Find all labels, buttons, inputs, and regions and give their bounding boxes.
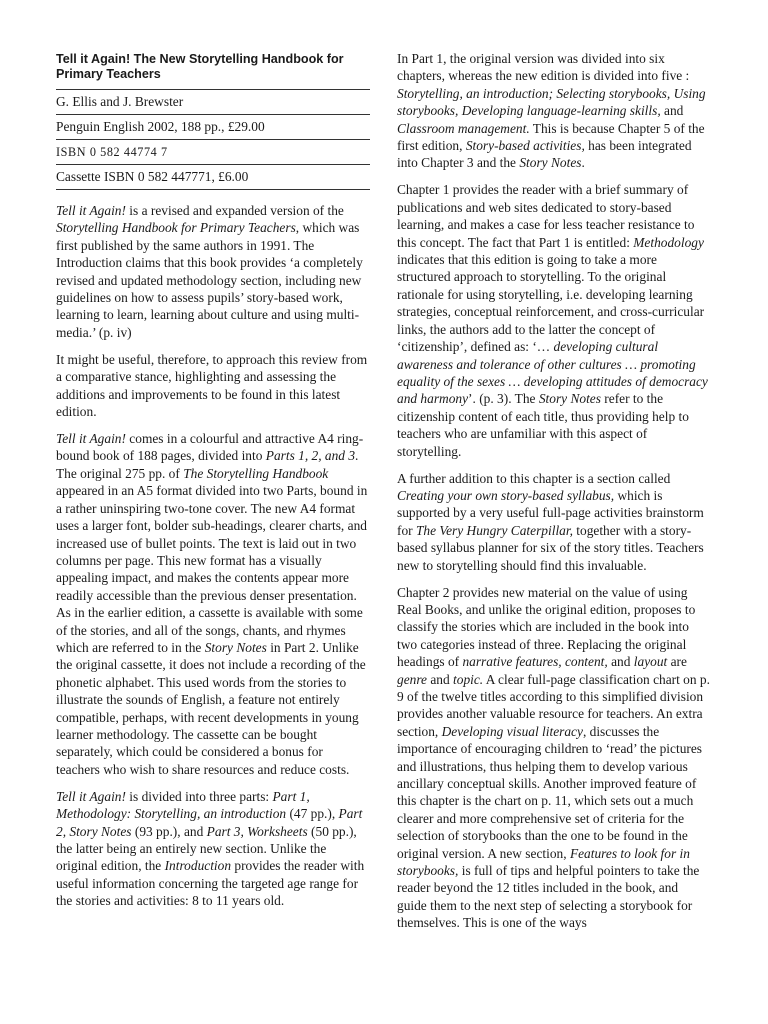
italic-text: The Very Hungry Caterpillar,	[415, 522, 573, 538]
italic-text: Part 3, Worksheets	[206, 823, 308, 839]
book-meta-list	[56, 89, 370, 190]
paragraph	[56, 202, 370, 341]
book-authors: G. Ellis and J. Brewster	[56, 90, 370, 115]
left-body-text	[56, 202, 370, 910]
book-title: Tell it Again! The New Storytelling Handbook for Primary Teachers	[56, 52, 344, 81]
italic-text: Parts 1, 2, and 3	[265, 448, 356, 464]
text-segment: and	[660, 103, 684, 119]
text-segment: . The original 275 pp. of	[56, 448, 359, 481]
text-segment: is divided into three parts:	[125, 788, 273, 804]
italic-text: Developing visual literacy	[441, 723, 583, 739]
text-segment: which is supported by a very useful full-page activities brainstorm for	[397, 487, 704, 538]
paragraph	[397, 181, 710, 460]
text-segment: Chapter 2 provides new material on the value of using Real Books, and unlike the original edition, proposes to classify the stories which are included in the book into two categories instead of three. Replacing the original headings of	[397, 584, 696, 670]
book-isbn: ISBN 0 582 44774 7	[56, 140, 370, 165]
text-segment: and	[607, 654, 634, 670]
italic-text: Part 2, Story Notes	[56, 806, 363, 839]
italic-text: Introduction	[164, 858, 232, 874]
italic-text: Creating your own story-based syllabus,	[397, 487, 615, 503]
book-publisher: Penguin English 2002, 188 pp., £29.00	[56, 115, 370, 140]
text-segment: It might be useful, therefore, to approach this review from a comparative stance, highlighting and assessing the additions and improvements to be found in this latest edition.	[56, 351, 368, 420]
text-segment: , discusses the importance of encouraging children to ‘read’ the pictures and illustrations, thus helping them to develop various ancillary conceptual skills. Another improved feature of this chapter is the chart on p. 11, which sets out a much clearer and more comprehensive set of criteria for the selection of storybooks than the one to be found in the original version. A new section,	[397, 723, 703, 861]
paragraph	[397, 470, 710, 574]
text-segment: (93 pp.), and	[131, 823, 207, 839]
text-segment: In Part 1, the original version was divided into six chapters, whereas the new edition is divided into five :	[397, 51, 690, 84]
italic-text: Tell it Again!	[56, 431, 126, 447]
italic-text: Methodology	[633, 234, 704, 250]
text-segment: comes in a colourful and attractive A4 ring-bound book of 188 pages, divided into	[56, 431, 364, 464]
paragraph	[56, 788, 370, 910]
italic-text: developing cultural awareness and tolerance of other cultures … promoting equality of the sexes … developing attitudes of democracy and harmony	[397, 339, 708, 407]
italic-text: topic.	[453, 671, 484, 687]
text-segment: is a revised and expanded version of the	[125, 203, 344, 218]
text-segment: (50 pp.), the latter being an entirely new section. Unlike the original edition, the	[56, 823, 357, 874]
italic-text: Part 1, Methodology: Storytelling, an introduction	[56, 788, 310, 822]
text-segment: A clear full-page classification chart on p. 9 of the twelve titles according to this simplified division provides another valuable resource for teachers. An extra section,	[397, 671, 710, 739]
italic-text: Story Notes	[538, 391, 601, 407]
text-segment: This is because Chapter 5 of the first edition,	[397, 120, 705, 154]
text-segment: appeared in an A5 format divided into two Parts, bound in a rather uninspiring two-tone cover. The new A4 format uses a larger font, bolder sub-headings, clearer charts, and increased use of bullet points. The text is laid out in two columns per page. This new format has a visually appealing impact, and makes the contents appear more readily accessible than the previous denser presentation. As in the earlier edition, a cassette is available with some of the stories, and all of the songs, chants, and rhymes which are referred to in the	[56, 483, 368, 655]
text-segment: A further addition to this chapter is a section called	[397, 470, 671, 486]
text-segment: Chapter 1 provides the reader with a brief summary of publications and web sites dedicated to story-based learning, and makes a case for less teacher resistance to this concept. The fact that Part 1 is entitled:	[397, 182, 695, 250]
text-segment: and	[427, 671, 454, 687]
paragraph	[56, 351, 370, 421]
italic-text: Storytelling, an introduction; Selecting storybooks, Using storybooks, Developing language-learning skills,	[397, 85, 706, 119]
italic-text: Tell it Again!	[56, 788, 126, 804]
text-segment: in Part 2. Unlike the original cassette, it does not include a recording of the phonetic alphabet. This used words from the stories to illustrate the sounds of English, a feature not entirely compatible, perhaps, with recent developments in young learner methodology. The cassette can be bought separately, which could be considered a bonus for teachers who wish to share resources and reduce costs.	[56, 639, 366, 777]
italic-text: The Storytelling Handbook	[183, 465, 329, 481]
book-details	[56, 52, 370, 190]
text-segment: has been integrated into Chapter 3 and the	[397, 138, 692, 171]
italic-text: genre	[397, 671, 427, 687]
paragraph	[397, 50, 710, 172]
text-segment: indicates that this edition is going to take a more structured approach to storytelling. To the original rationale for using storytelling, i.e. developing learning strategies, conceptual reinforcement, and cross-curricular links, the authors add to the latter the concept of ‘citizenship’, defined as: ‘…	[397, 252, 705, 355]
italic-text: Story Notes	[519, 155, 582, 171]
cassette-isbn: Cassette ISBN 0 582 447771, £6.00	[56, 165, 370, 190]
text-segment: ’. (p. 3). The	[468, 391, 539, 407]
italic-text: Tell it Again!	[56, 203, 126, 218]
text-segment: .	[581, 155, 585, 171]
italic-text: Story Notes	[204, 639, 267, 655]
left-column	[56, 0, 370, 919]
right-column	[397, 0, 710, 941]
text-segment: , which was first published by the same authors in 1991. The Introduction claims that this book provides ‘a completely revised and updated methodology section, including new guidelines on how to assess pupils’ story-based work, learning to learn, learning about culture and using multi-media.’ (p. iv)	[56, 220, 363, 340]
paragraph	[56, 430, 370, 778]
text-segment: provides the reader with useful information concerning the targeted age range for the stories and activities: 8 to 11 years old.	[56, 858, 365, 909]
text-segment: refer to the citizenship content of each title, thus providing help to teachers who are unfamiliar with this aspect of storytelling.	[397, 391, 689, 459]
italic-text: Story-based activities,	[465, 138, 585, 154]
text-segment: together with a story-based syllabus planner for six of the story titles. Teachers new to storytelling should find this invaluable.	[397, 522, 704, 573]
italic-text: layout	[633, 654, 668, 670]
italic-text: Classroom management.	[397, 120, 530, 136]
text-segment: is full of tips and helpful pointers to take the reader beyond the 12 titles included in the book, and guide them to the next step of selecting a storybook for themselves. This is one of the ways	[397, 863, 700, 931]
right-body-text	[397, 50, 710, 932]
italic-text: narrative features, content,	[462, 654, 608, 670]
text-segment: (47 pp.),	[286, 806, 339, 822]
italic-text: Storytelling Handbook for Primary Teachers	[56, 220, 296, 236]
text-segment: are	[667, 654, 687, 670]
italic-text: Features to look for in storybooks,	[397, 845, 690, 879]
paragraph	[397, 584, 710, 932]
